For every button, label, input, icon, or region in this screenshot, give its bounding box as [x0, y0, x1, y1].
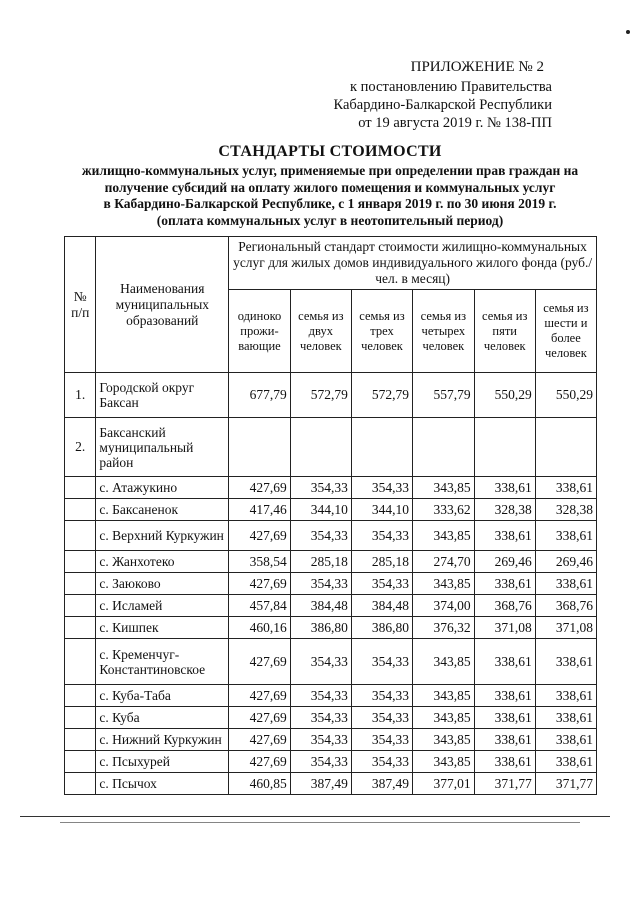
header-name: Наименования муниципальных образований	[96, 237, 229, 373]
cost-value: 387,49	[290, 773, 351, 795]
cost-value: 550,29	[535, 373, 596, 418]
cost-value: 354,33	[351, 573, 412, 595]
row-number: 1.	[65, 373, 96, 418]
row-number	[65, 685, 96, 707]
cost-value: 354,33	[351, 707, 412, 729]
cost-value: 343,85	[413, 707, 475, 729]
cost-value: 354,33	[351, 685, 412, 707]
cost-value: 344,10	[290, 499, 351, 521]
cost-value: 338,61	[474, 685, 535, 707]
row-number	[65, 729, 96, 751]
cost-value: 338,61	[535, 521, 596, 551]
table-row	[65, 521, 597, 551]
cost-value: 285,18	[351, 551, 412, 573]
cost-value: 354,33	[290, 477, 351, 499]
municipality-name: с. Баксаненок	[96, 499, 229, 521]
cost-value: 338,61	[474, 573, 535, 595]
cost-value: 460,16	[229, 617, 291, 639]
table-row	[65, 751, 597, 773]
cost-value: 338,61	[474, 751, 535, 773]
cost-value: 333,62	[413, 499, 475, 521]
appendix-line: к постановлению Правительства	[350, 79, 552, 95]
cost-value: 338,61	[535, 685, 596, 707]
header-household-size: семья из пяти человек	[474, 290, 535, 373]
row-number	[65, 595, 96, 617]
municipality-name: с. Псыхурей	[96, 751, 229, 773]
cost-value: 343,85	[413, 521, 475, 551]
cost-value: 343,85	[413, 729, 475, 751]
row-number	[65, 477, 96, 499]
cost-value: 354,33	[351, 521, 412, 551]
cost-value	[351, 418, 412, 477]
cost-value: 368,76	[535, 595, 596, 617]
municipality-name: Баксанский муниципальный район	[96, 418, 229, 477]
cost-value: 550,29	[474, 373, 535, 418]
appendix-title: ПРИЛОЖЕНИЕ № 2	[410, 59, 544, 75]
cost-value: 354,33	[290, 639, 351, 685]
municipality-name: с. Исламей	[96, 595, 229, 617]
row-number	[65, 617, 96, 639]
cost-value: 572,79	[351, 373, 412, 418]
cost-value: 677,79	[229, 373, 291, 418]
municipality-name: с. Кременчуг-Константиновское	[96, 639, 229, 685]
table-row	[65, 707, 597, 729]
cost-value: 338,61	[474, 729, 535, 751]
cost-value: 269,46	[474, 551, 535, 573]
municipality-name: с. Жанхотеко	[96, 551, 229, 573]
scan-line	[60, 822, 580, 823]
header-household-size: семья из шести и более человек	[535, 290, 596, 373]
municipality-name: с. Псычох	[96, 773, 229, 795]
cost-value: 338,61	[474, 707, 535, 729]
header-household-size: семья из трех человек	[351, 290, 412, 373]
cost-value: 384,48	[351, 595, 412, 617]
cost-value: 338,61	[535, 729, 596, 751]
cost-value	[474, 418, 535, 477]
cost-value: 343,85	[413, 477, 475, 499]
table-row	[65, 729, 597, 751]
cost-value: 285,18	[290, 551, 351, 573]
cost-value: 377,01	[413, 773, 475, 795]
cost-value: 427,69	[229, 707, 291, 729]
cost-value: 343,85	[413, 685, 475, 707]
cost-value: 386,80	[351, 617, 412, 639]
cost-value: 572,79	[290, 373, 351, 418]
row-number	[65, 573, 96, 595]
row-number	[65, 551, 96, 573]
cost-value: 338,61	[474, 477, 535, 499]
table-row	[65, 373, 597, 418]
cost-value: 343,85	[413, 573, 475, 595]
cost-value: 343,85	[413, 751, 475, 773]
subtitle-line: в Кабардино-Балкарской Республике, с 1 января 2019 г. по 30 июня 2019 г.	[103, 196, 557, 211]
cost-value: 417,46	[229, 499, 291, 521]
municipality-name: с. Куба-Таба	[96, 685, 229, 707]
appendix-line: Кабардино-Балкарской Республики	[333, 97, 552, 113]
cost-value: 338,61	[535, 751, 596, 773]
cost-value: 354,33	[351, 639, 412, 685]
cost-value	[413, 418, 475, 477]
cost-value: 354,33	[351, 729, 412, 751]
cost-value: 427,69	[229, 521, 291, 551]
cost-value: 427,69	[229, 685, 291, 707]
scan-line	[20, 816, 610, 817]
cost-value: 354,33	[290, 521, 351, 551]
document-subtitle	[30, 163, 630, 229]
cost-value	[229, 418, 291, 477]
table-row	[65, 639, 597, 685]
table-row	[65, 477, 597, 499]
cost-value: 427,69	[229, 729, 291, 751]
cost-value: 338,61	[535, 573, 596, 595]
cost-value: 371,08	[535, 617, 596, 639]
cost-value: 354,33	[290, 729, 351, 751]
cost-value: 374,00	[413, 595, 475, 617]
cost-value: 338,61	[535, 477, 596, 499]
header-group: Региональный стандарт стоимости жилищно-коммунальных услуг для жилых домов индивидуального жилого фонда (руб./чел. в месяц)	[229, 237, 597, 290]
cost-value: 427,69	[229, 639, 291, 685]
municipality-name: с. Атажукино	[96, 477, 229, 499]
cost-value: 269,46	[535, 551, 596, 573]
cost-value: 338,61	[474, 521, 535, 551]
cost-value: 384,48	[290, 595, 351, 617]
municipality-name: с. Куба	[96, 707, 229, 729]
cost-value: 338,61	[474, 639, 535, 685]
cost-value: 274,70	[413, 551, 475, 573]
document-heading	[30, 143, 630, 229]
header-number: № п/п	[65, 237, 96, 373]
row-number	[65, 499, 96, 521]
cost-value: 354,33	[290, 751, 351, 773]
cost-value: 358,54	[229, 551, 291, 573]
subtitle-line: (оплата коммунальных услуг в неотопительный период)	[156, 212, 504, 228]
table-row	[65, 685, 597, 707]
row-number: 2.	[65, 418, 96, 477]
cost-value: 460,85	[229, 773, 291, 795]
cost-value: 354,33	[290, 707, 351, 729]
cost-value: 371,08	[474, 617, 535, 639]
cost-value: 328,38	[535, 499, 596, 521]
row-number	[65, 773, 96, 795]
municipality-name: с. Верхний Куркужин	[96, 521, 229, 551]
scan-speck	[626, 30, 630, 34]
cost-value: 354,33	[290, 685, 351, 707]
table-row	[65, 773, 597, 795]
appendix-block	[333, 58, 552, 132]
table-body	[65, 373, 597, 795]
table-row	[65, 595, 597, 617]
header-household-size: семья из четырех человек	[413, 290, 475, 373]
header-household-size: семья из двух человек	[290, 290, 351, 373]
table-row	[65, 551, 597, 573]
table-row	[65, 617, 597, 639]
table-row	[65, 499, 597, 521]
cost-value: 557,79	[413, 373, 475, 418]
cost-value: 371,77	[474, 773, 535, 795]
municipality-name: с. Заюково	[96, 573, 229, 595]
cost-value	[290, 418, 351, 477]
cost-value: 427,69	[229, 477, 291, 499]
cost-value: 457,84	[229, 595, 291, 617]
cost-value: 354,33	[351, 751, 412, 773]
appendix-line: от 19 августа 2019 г. № 138-ПП	[358, 115, 552, 131]
cost-value: 343,85	[413, 639, 475, 685]
document-title: СТАНДАРТЫ СТОИМОСТИ	[218, 143, 442, 160]
cost-value: 427,69	[229, 573, 291, 595]
cost-value: 368,76	[474, 595, 535, 617]
subtitle-line: получение субсидий на оплату жилого помещения и коммунальных услуг	[104, 179, 556, 195]
cost-value: 427,69	[229, 751, 291, 773]
municipality-name: с. Нижний Куркужин	[96, 729, 229, 751]
cost-value: 338,61	[535, 707, 596, 729]
row-number	[65, 521, 96, 551]
table-row	[65, 573, 597, 595]
header-household-size: одиноко прожи- вающие	[229, 290, 291, 373]
row-number	[65, 707, 96, 729]
cost-value: 371,77	[535, 773, 596, 795]
cost-value: 386,80	[290, 617, 351, 639]
subtitle-line: жилищно-коммунальных услуг, применяемые при определении прав граждан на	[81, 163, 579, 178]
row-number	[65, 751, 96, 773]
cost-value	[535, 418, 596, 477]
cost-value: 387,49	[351, 773, 412, 795]
standards-table	[64, 236, 597, 795]
municipality-name: с. Кишпек	[96, 617, 229, 639]
cost-value: 328,38	[474, 499, 535, 521]
cost-value: 354,33	[351, 477, 412, 499]
cost-value: 354,33	[290, 573, 351, 595]
cost-value: 376,32	[413, 617, 475, 639]
municipality-name: Городской округ Баксан	[96, 373, 229, 418]
table-row	[65, 418, 597, 477]
cost-value: 344,10	[351, 499, 412, 521]
cost-value: 338,61	[535, 639, 596, 685]
row-number	[65, 639, 96, 685]
